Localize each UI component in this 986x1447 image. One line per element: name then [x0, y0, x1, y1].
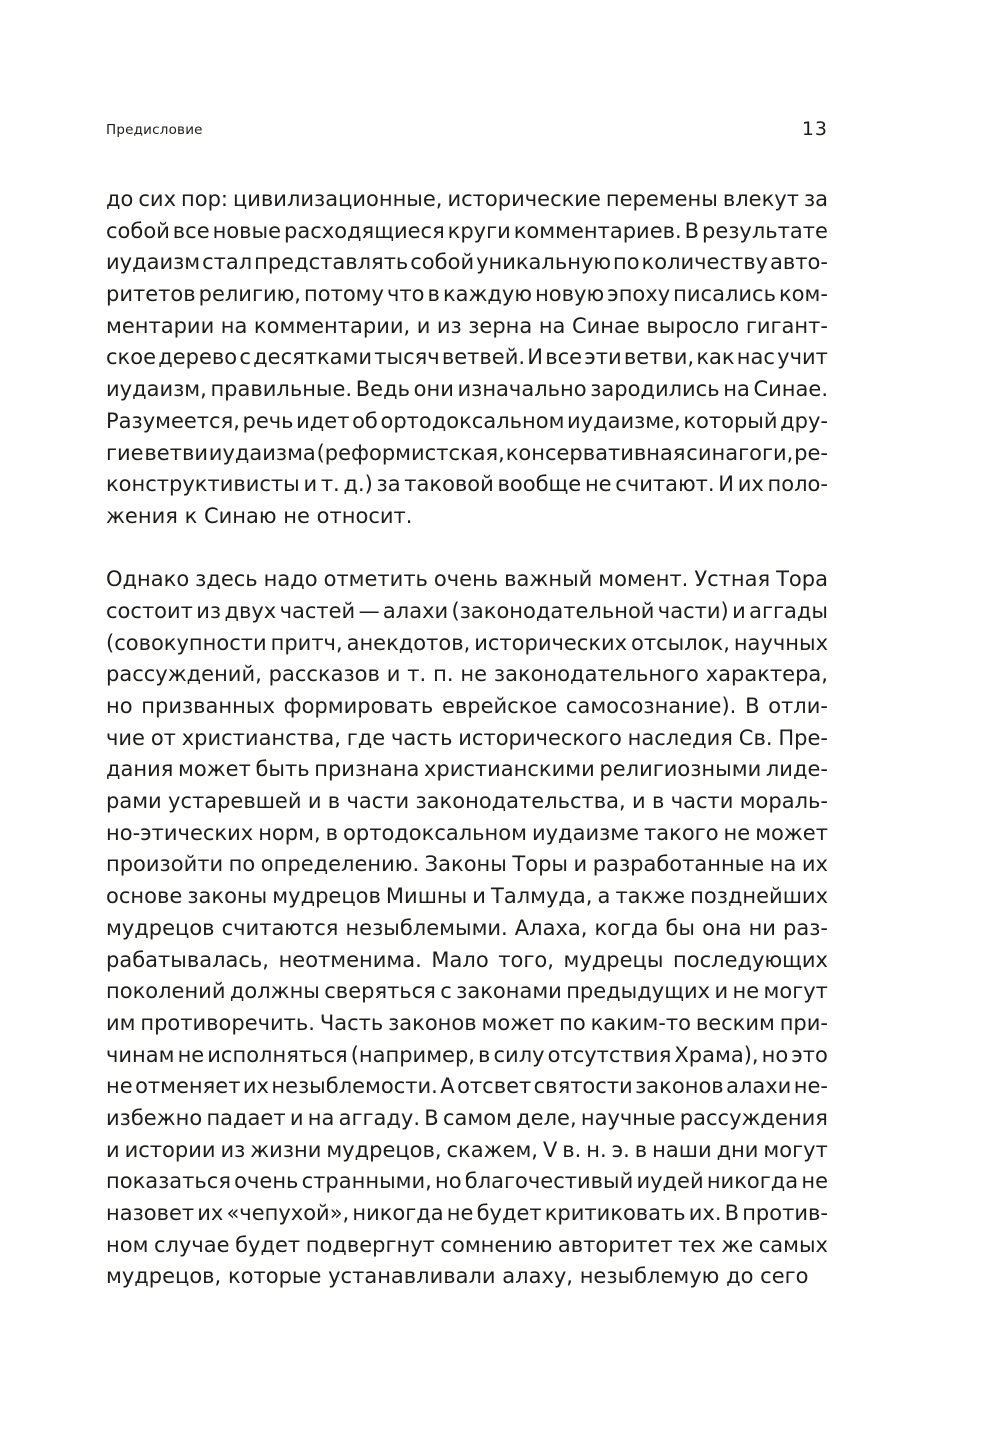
text-line: избежно падает и на аггаду. В самом деле, научные рассуждения — [106, 1105, 828, 1130]
text-line: гие ветви иудаизма (реформистская, консервативная синагоги, ре- — [106, 440, 828, 465]
text-line: чие от христианства, где часть исторического наследия Св. Пре- — [106, 725, 828, 750]
text-line: но призванных формировать еврейское самосознание). В отли- — [106, 694, 828, 718]
text-line: рассуждений, рассказов и т. п. не законодательного характера, — [106, 662, 828, 687]
text-line: до сих пор: цивилизационные, исторические перемены влекут за — [106, 187, 828, 211]
text-line: ритетов религию, потому что в каждую новую эпоху писались ком- — [106, 282, 828, 307]
text-line: Разумеется, речь идет об ортодоксальном иудаизме, который дру- — [106, 408, 828, 433]
text-line: но-этических норм, в ортодоксальном иудаизме такого не может — [106, 820, 828, 845]
paragraph — [106, 564, 828, 1293]
page-number: 13 — [801, 118, 828, 140]
text-line: жения к Синаю не относит. — [106, 503, 413, 528]
running-head — [106, 118, 828, 144]
text-line: дания может быть признана христианскими религиозными лиде- — [106, 757, 828, 782]
body-text — [106, 184, 828, 1293]
text-line: поколений должны сверяться с законами предыдущих и не могут — [106, 979, 828, 1004]
text-line: иудаизм стал представлять собой уникальную по количеству авто- — [106, 250, 828, 275]
text-line: (совокупности притч, анекдотов, исторических отсылок, научных — [106, 630, 828, 655]
text-line: показаться очень странными, но благочестивый иудей никогда не — [106, 1169, 828, 1194]
text-line: не отменяет их незыблемости. А отсвет святости законов алахи не- — [106, 1074, 828, 1099]
text-line: мудрецов считаются незыблемыми. Алаха, когда бы она ни раз- — [106, 915, 828, 940]
text-line: им противоречить. Часть законов может по каким-то веским при- — [106, 1010, 828, 1035]
text-line: иудаизм, правильные. Ведь они изначально зародились на Синае. — [106, 377, 828, 402]
text-line: произойти по определению. Законы Торы и разработанные на их — [106, 852, 828, 877]
text-line: собой все новые расходящиеся круги комментариев. В результате — [106, 218, 828, 243]
text-line: ское дерево с десятками тысяч ветвей. И все эти ветви, как нас учит — [106, 345, 828, 370]
text-line: рабатывалась, неотменима. Мало того, мудрецы последующих — [106, 947, 828, 972]
text-line: основе законы мудрецов Мишны и Талмуда, а также позднейших — [106, 884, 828, 909]
text-line: назовет их «чепухой», никогда не будет критиковать их. В против- — [106, 1201, 828, 1225]
text-line: рами устаревшей и в части законодательства, и в части мораль- — [106, 789, 828, 814]
text-line: Однако здесь надо отметить очень важный момент. Устная Тора — [106, 567, 828, 592]
text-line: конструктивисты и т. д.) за таковой вообще не считают. И их поло- — [106, 472, 828, 497]
paragraph — [106, 184, 828, 533]
text-line: ном случае будет подвергнут сомнению авторитет тех же самых — [106, 1232, 828, 1257]
paragraph-gap — [106, 533, 828, 565]
text-line: мудрецов, которые устанавливали алаху, незыблемую до сего — [106, 1264, 809, 1289]
text-line: состоит из двух частей — алахи (законодательной части) и аггады — [106, 598, 828, 623]
text-line: чинам не исполняться (например, в силу отсутствия Храма), но это — [106, 1042, 828, 1067]
section-title: Предисловие — [106, 122, 203, 138]
text-line: ментарии на комментарии, и из зерна на Синае выросло гигант- — [106, 313, 828, 338]
text-line: и истории из жизни мудрецов, скажем, V в. н. э. в наши дни могут — [106, 1137, 828, 1162]
